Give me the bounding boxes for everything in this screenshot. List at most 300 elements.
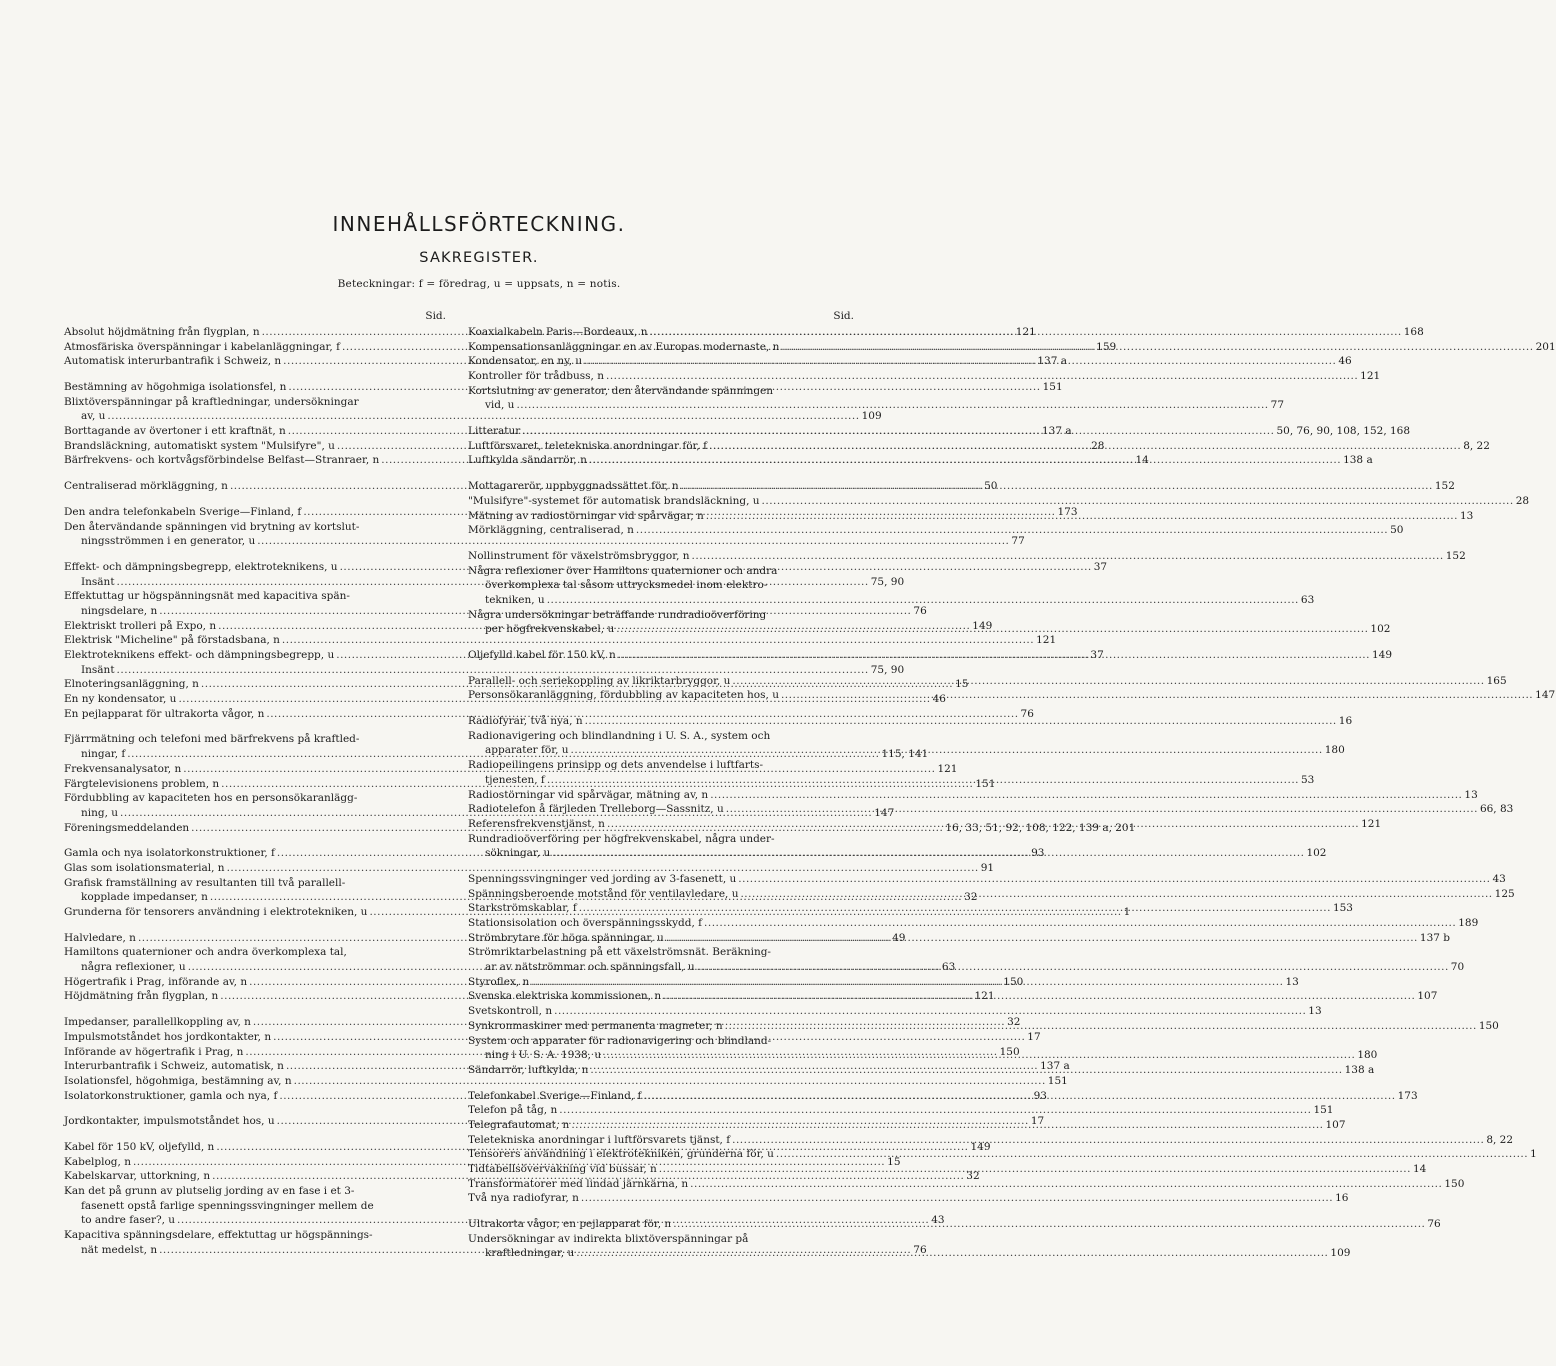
entry-page: 66, 83: [1479, 803, 1514, 816]
entry-label: Referensfrekvenstjänst, n: [468, 817, 605, 830]
entry-label: Koaxialkabeln Paris—Bordeaux, n: [468, 325, 648, 338]
entry-label: Transformatorer med lindad järnkärna, n: [468, 1177, 689, 1190]
index-entry: [468, 1103, 1334, 1118]
index-entry: [64, 1184, 446, 1199]
dot-leader: [603, 1048, 1355, 1063]
index-entry: [468, 1191, 1349, 1206]
entry-page: 189: [1458, 917, 1479, 930]
dot-leader: [697, 960, 1449, 975]
entry-page: 77: [1011, 535, 1025, 548]
entry-label: Bestämning av högohmiga isolationsfel, n: [64, 381, 287, 394]
dot-leader: [522, 424, 1274, 439]
dot-leader: [740, 887, 1492, 902]
entry-page: 49: [892, 931, 906, 944]
entry-page: 76: [1427, 1218, 1441, 1231]
dot-leader: [579, 901, 1331, 916]
entry-page: 121: [937, 762, 958, 775]
entry-label: Teletekniska anordningar i luftförsvarets tjänst, f: [468, 1133, 731, 1146]
entry-page: 138 a: [1343, 454, 1373, 467]
dot-leader: [552, 846, 1304, 861]
index-entry: [64, 520, 446, 535]
entry-label: Höjdmätning från flygplan, n: [64, 990, 219, 1003]
index-entry: [468, 1034, 854, 1049]
entry-label: Isolatorkonstruktioner, gamla och nya, f: [64, 1089, 278, 1102]
entry-label: Luftförsvaret, teletekniska anordningar för, f: [468, 439, 707, 452]
entry-label: Jordkontakter, impulsmotståndet hos, u: [64, 1115, 275, 1128]
entry-label: vid, u: [485, 399, 515, 412]
entry-page: 15: [955, 678, 969, 691]
entry-label: Kontroller för trådbuss, n: [468, 370, 604, 383]
entry-page: 165: [1486, 674, 1507, 687]
entry-label: Impulsmotståndet hos jordkontakter, n: [64, 1030, 272, 1043]
entry-label: Mätning av radiostörningar vid spårvägar, n: [468, 509, 704, 522]
entry-page: 37: [1093, 560, 1108, 573]
entry-label: Den andra telefonkabeln Sverige—Finland, f: [64, 505, 302, 518]
entry-page: 109: [1330, 1247, 1351, 1260]
index-entry: [64, 945, 446, 960]
index-entry: [468, 549, 1466, 564]
index-entry: [64, 1199, 446, 1214]
entry-label: tekniken, u: [485, 593, 545, 606]
page-column-heading: Sid.: [833, 310, 854, 322]
index-entry: [468, 494, 1530, 509]
index-entry: [64, 534, 1025, 549]
entry-label: Impedanser, parallellkoppling av, n: [64, 1016, 251, 1029]
entry-label: Strömbrytare för höga spänningar, u: [468, 931, 664, 944]
dot-leader: [643, 1089, 1395, 1104]
index-entry: [468, 384, 854, 399]
index-entry: [468, 832, 854, 847]
entry-label: Stationsisolation och överspänningsskydd, f: [468, 917, 703, 930]
dot-leader: [659, 1162, 1411, 1177]
entry-label: Starkströmskablar, f: [468, 902, 577, 915]
dot-leader: [732, 674, 1484, 689]
index-entry: [64, 589, 446, 604]
entry-label: Isolationsfel, högohmiga, bestämning av, n: [64, 1074, 292, 1087]
group-spacer: [64, 1129, 446, 1140]
group-spacer: [64, 468, 446, 479]
entry-label: per högfrekvenskabel, u: [485, 623, 615, 636]
entry-page: 63: [1300, 593, 1315, 606]
dot-leader: [559, 1103, 1311, 1118]
entry-label: Radionavigering och blindlandning i U. S. A., system och: [468, 729, 771, 742]
index-entry: [468, 1177, 1465, 1192]
entry-page: 16: [1335, 1192, 1349, 1205]
entry-label: Gamla och nya isolatorkonstruktioner, f: [64, 847, 275, 860]
entry-label: ningar, f: [81, 748, 126, 761]
entry-page: 1: [1530, 1148, 1537, 1161]
dot-leader: [690, 1177, 1442, 1192]
entry-label: Radiofyrar, två nya, n: [468, 715, 583, 728]
group-spacer: [64, 549, 446, 560]
entry-page: 13: [1459, 509, 1474, 522]
index-entry: [468, 872, 1506, 887]
entry-page: 137 a: [1037, 355, 1067, 368]
entry-page: 28: [1515, 494, 1530, 507]
index-entry: [64, 409, 882, 424]
entry-label: Automatisk interurbantrafik i Schweiz, n: [64, 355, 282, 368]
entry-page: 121: [974, 990, 995, 1003]
dot-leader: [607, 817, 1359, 832]
entry-page: 137 a: [1040, 1060, 1070, 1073]
dot-leader: [571, 1118, 1323, 1133]
entry-label: Halvledare, n: [64, 931, 136, 944]
entry-page: 107: [1325, 1118, 1346, 1131]
entry-label: En pejlapparat för ultrakorta vågor, n: [64, 707, 265, 720]
entry-page: 8, 22: [1486, 1133, 1514, 1146]
index-entry: [64, 791, 446, 806]
dot-leader: [576, 1246, 1328, 1261]
entry-label: Svenska elektriska kommissionen, n: [468, 990, 662, 1003]
entry-page: 13: [1285, 975, 1299, 988]
entry-label: Kapacitiva spänningsdelare, effektuttag ur högspännings-: [64, 1229, 373, 1242]
index-entry: [468, 593, 1315, 608]
index-entry: [468, 788, 1478, 803]
entry-page: 13: [1308, 1005, 1322, 1018]
entry-label: kopplade impedanser, n: [81, 891, 208, 904]
entry-label: Kompensationsanläggningar en av Europas modernaste, n: [468, 340, 780, 353]
entry-page: 151: [1047, 1074, 1068, 1087]
entry-label: Styroflex, n: [468, 975, 530, 988]
entry-page: 173: [1057, 505, 1078, 518]
index-entry: [468, 758, 854, 773]
index-entry: [64, 876, 446, 891]
dot-leader: [726, 802, 1478, 817]
dot-leader: [516, 398, 1268, 413]
entry-label: Kabel för 150 kV, oljefylld, n: [64, 1140, 215, 1153]
page-column-heading: Sid.: [425, 310, 446, 322]
entry-label: Brandsläckning, automatiskt system "Mulsifyre", u: [64, 439, 335, 452]
entry-page: 77: [1270, 399, 1285, 412]
entry-label: Införande av högertrafik i Prag, n: [64, 1045, 244, 1058]
entry-page: 75, 90: [870, 575, 905, 588]
entry-label: Grunderna för tensorers användning i elektrotekniken, u: [64, 906, 368, 919]
dot-leader: [704, 916, 1456, 931]
page-title: INNEHÅLLSFÖRTECKNING.: [332, 212, 626, 236]
dot-leader: [584, 354, 1336, 369]
dot-leader: [585, 714, 1337, 729]
dot-leader: [618, 648, 1370, 663]
group-spacer: [64, 1004, 446, 1015]
abbreviation-legend: Beteckningar: f = föredrag, u = uppsats, n = notis.: [337, 278, 621, 290]
group-spacer: [468, 663, 854, 674]
entry-label: Mottagarerör, uppbyggnadssättet för, n: [468, 480, 679, 493]
entry-page: 115, 141: [881, 748, 929, 761]
entry-page: 43: [1492, 872, 1506, 885]
entry-page: 8, 22: [1463, 439, 1490, 452]
dot-leader: [673, 1217, 1425, 1232]
entry-label: Radiopeilingens prinsipp og dets anvendelse i luftfarts-: [468, 759, 764, 772]
entry-label: Telegrafautomat, n: [468, 1118, 570, 1131]
group-spacer: [468, 1206, 854, 1217]
entry-page: 107: [1417, 990, 1438, 1003]
entry-label: Telefonkabel Sverige—Finland, f: [468, 1089, 642, 1102]
entry-page: 151: [1313, 1104, 1334, 1117]
entry-page: 63: [941, 961, 956, 974]
entry-label: "Mulsifyre"-systemet för automatisk brandsläckning, u: [468, 494, 760, 507]
entry-page: 152: [1434, 480, 1455, 493]
dot-leader: [666, 931, 1418, 946]
entry-page: 125: [1494, 887, 1515, 900]
group-spacer: [468, 468, 854, 479]
entry-page: 75, 90: [870, 663, 905, 676]
entry-page: 93: [1033, 1089, 1047, 1102]
entry-page: 28: [1091, 439, 1105, 452]
dot-leader: [732, 1133, 1484, 1148]
entry-label: några reflexioner, u: [81, 961, 186, 974]
index-entry: [468, 714, 1353, 729]
entry-page: 150: [1478, 1019, 1499, 1032]
dot-leader: [616, 622, 1368, 637]
entry-label: Elektriskt trolleri på Expo, n: [64, 619, 217, 632]
group-spacer: [64, 1103, 446, 1114]
entry-label: Högertrafik i Prag, införande av, n: [64, 975, 248, 988]
dot-leader: [531, 975, 1283, 990]
entry-label: Effekt- och dämpningsbegrepp, elektroteknikens, u: [64, 560, 338, 573]
dot-leader: [706, 509, 1458, 524]
entry-page: 32: [966, 1170, 980, 1183]
entry-label: Radiotelefon å färjleden Trelleborg—Sassnitz, u: [468, 803, 724, 816]
index-entry: [468, 1004, 1322, 1019]
dot-leader: [709, 439, 1461, 454]
dot-leader: [781, 688, 1533, 703]
entry-page: 121: [1036, 634, 1057, 647]
entry-label: ning, u: [81, 806, 119, 819]
entry-label: Hamiltons quaternioner och andra överkomplexa tal,: [64, 946, 347, 959]
entry-label: Bärfrekvens- och kortvågsförbindelse Belfast—Stranraer, n: [64, 454, 380, 467]
index-entry: [64, 633, 1057, 648]
index-entry: [64, 861, 995, 876]
index-entry: [468, 523, 1404, 538]
entry-label: ning i U. S. A. 1938, u: [485, 1049, 602, 1062]
entry-label: En ny kondensator, u: [64, 693, 177, 706]
entry-page: 138 a: [1344, 1063, 1375, 1076]
entry-label: kraftledningar, u: [485, 1247, 575, 1260]
entry-page: 151: [1042, 381, 1063, 394]
entry-page: 50: [984, 480, 998, 493]
entry-label: to andre faser?, u: [81, 1214, 176, 1227]
entry-label: Färgtelevisionens problem, n: [64, 777, 220, 790]
entry-page: 46: [932, 693, 946, 706]
group-spacer: [468, 1078, 854, 1089]
entry-label: Strömriktarbelastning på ett växelströmsnät. Beräkning-: [468, 946, 771, 959]
entry-label: Elektrisk "Micheline" på förstadsbana, n: [64, 634, 280, 647]
entry-page: 76: [913, 1243, 927, 1256]
dot-leader: [776, 1147, 1528, 1162]
dot-leader: [762, 494, 1514, 509]
entry-page: 150: [999, 1045, 1020, 1058]
index-entry: [64, 1074, 1068, 1089]
entry-label: Personsökaranläggning, fördubbling av kapaciteten hos, u: [468, 689, 779, 702]
index-entry: [468, 916, 1479, 931]
entry-page: 109: [861, 410, 882, 423]
index-entry: [468, 901, 1353, 916]
entry-label: Den återvändande spänningen vid brytning av kortslut-: [64, 520, 360, 533]
entry-label: Frekvensanalysator, n: [64, 762, 182, 775]
entry-label: apparater för, u: [485, 744, 569, 757]
entry-label: ningsströmmen i en generator, u: [81, 535, 256, 548]
entry-label: överkomplexa tal såsom uttrycksmedel inom elektro-: [485, 579, 768, 592]
entry-page: 14: [1135, 454, 1149, 467]
entry-page: 152: [1445, 549, 1466, 562]
entry-label: Absolut höjdmätning från flygplan, n: [64, 325, 260, 338]
entry-label: Elnoteringsanläggning, n: [64, 678, 199, 691]
index-entry: [468, 608, 854, 623]
entry-page: 121: [1015, 325, 1036, 338]
index-entry: [468, 945, 854, 960]
entry-label: Effektuttag ur högspänningsnät med kapacitiva spän-: [64, 590, 350, 603]
entry-page: 121: [1361, 817, 1382, 830]
entry-label: Interurbantrafik i Schweiz, automatisk, n: [64, 1060, 284, 1073]
entry-label: Svetskontroll, n: [468, 1005, 553, 1018]
entry-label: Insänt: [81, 663, 115, 676]
entry-label: Borttagande av övertoner i ett kraftnät, n: [64, 425, 286, 438]
entry-page: 17: [1030, 1115, 1045, 1128]
entry-label: Parallell- och seriekoppling av likriktarbryggor, u: [468, 674, 731, 687]
entry-page: 76: [913, 604, 927, 617]
entry-label: Synkronmaskiner med permanenta magneter, n: [468, 1019, 723, 1032]
entry-label: Kortslutning av generator, den återvändande spänningen: [468, 384, 774, 397]
group-spacer: [468, 861, 854, 872]
entry-label: ar av nätströmmar och spänningsfall, u: [485, 961, 695, 974]
entry-page: 151: [975, 777, 996, 790]
entry-label: Rundradioöverföring per högfrekvenskabel, några under-: [468, 832, 775, 845]
group-spacer: [468, 637, 854, 648]
entry-page: 1: [1123, 906, 1131, 919]
entry-label: fasenett opstå farlige spenningssvingninger mellem de: [81, 1199, 374, 1212]
entry-label: Några undersökningar beträffande rundradioöverföring: [468, 608, 767, 621]
entry-page: 149: [972, 619, 993, 632]
entry-page: 16, 33, 51, 92, 108, 122, 139 a, 201: [945, 821, 1136, 834]
entry-page: 121: [1360, 370, 1381, 383]
index-entry: [468, 398, 1285, 413]
dot-leader: [781, 340, 1533, 355]
group-spacer: [64, 920, 446, 931]
entry-label: Ultrakorta vågor, en pejlapparat för, n: [468, 1218, 672, 1231]
entry-page: 14: [1412, 1163, 1427, 1176]
dot-leader: [636, 523, 1388, 538]
dot-leader: [589, 453, 1341, 468]
entry-page: 137 b: [1419, 931, 1450, 944]
entry-label: Två nya radiofyrar, n: [468, 1192, 579, 1205]
dot-leader: [663, 989, 1415, 1004]
dot-leader: [710, 788, 1462, 803]
entry-page: 150: [1003, 975, 1024, 988]
group-spacer: [64, 835, 446, 846]
page-subtitle: SAKREGISTER.: [419, 250, 539, 266]
entry-page: 149: [1371, 649, 1393, 662]
entry-label: Atmosfäriska överspänningar i kabelanläggningar, f: [64, 340, 340, 353]
entry-page: 153: [1332, 902, 1353, 915]
entry-label: Grafisk framställning av resultanten till två parallell-: [64, 876, 346, 889]
entry-page: 149: [970, 1140, 991, 1153]
entry-label: Centraliserad mörkläggning, n: [64, 480, 228, 493]
entry-label: Tidtabellsövervakning vid bussar, n: [468, 1163, 657, 1176]
entry-page: 102: [1370, 623, 1391, 636]
entry-label: Tensorers användning i elektrotekniken, grunderna för, u: [468, 1148, 774, 1161]
entry-label: Fördubbling av kapaciteten hos en personsökaranlägg-: [64, 792, 358, 805]
entry-label: ningsdelare, n: [81, 604, 158, 617]
index-entry: [468, 564, 854, 579]
entry-label: Spenningssvingninger ved jording av 3-fasenett, u: [468, 872, 737, 885]
entry-page: 43: [931, 1214, 945, 1227]
entry-page: 173: [1397, 1089, 1418, 1102]
entry-page: 46: [1338, 355, 1352, 368]
entry-label: nät medelst, n: [81, 1243, 158, 1256]
entry-page: 168: [1403, 325, 1424, 338]
entry-label: Spänningsberoende motstånd för ventilavledare, u: [468, 887, 739, 900]
entry-page: 147: [1535, 689, 1556, 702]
entry-page: 102: [1306, 847, 1327, 860]
index-entry: [468, 729, 854, 744]
group-spacer: [468, 413, 854, 424]
entry-page: 50: [1390, 524, 1404, 537]
entry-label: Blixtöverspänningar på kraftledningar, undersökningar: [64, 395, 359, 408]
group-spacer: [64, 494, 446, 505]
entry-label: Insänt: [81, 575, 115, 588]
entry-label: Mörkläggning, centraliserad, n: [468, 524, 634, 537]
entry-label: Radiostörningar vid spårvägar, mätning av, n: [468, 788, 709, 801]
entry-label: Undersökningar av indirekta blixtöverspänningar på: [468, 1232, 749, 1245]
entry-page: 32: [964, 891, 978, 904]
entry-label: sökningar, u: [485, 847, 551, 860]
entry-label: Kabelplog, n: [64, 1155, 131, 1168]
dot-leader: [725, 1019, 1477, 1034]
entry-page: 70: [1450, 961, 1465, 974]
entry-label: Elektroteknikens effekt- och dämpningsbegrepp, u: [64, 649, 335, 662]
entry-page: 93: [1031, 847, 1045, 860]
index-entry: [64, 395, 446, 410]
entry-label: Oljefylld kabel för 150 kV, n: [468, 649, 616, 662]
entry-page: 180: [1357, 1049, 1378, 1062]
entry-page: 159: [1096, 340, 1117, 353]
dot-leader: [554, 1004, 1306, 1019]
group-spacer: [468, 538, 854, 549]
entry-page: 17: [1027, 1030, 1041, 1043]
entry-label: Kabelskarvar, uttorkning, n: [64, 1170, 211, 1183]
entry-page: 201: [1535, 340, 1556, 353]
dot-leader: [692, 549, 1444, 564]
entry-label: Kan det på grunn av plutselig jording av en fase i et 3-: [64, 1185, 355, 1198]
index-entry: [468, 369, 1381, 384]
entry-label: Några reflexioner över Hamiltons quaternioner och andra: [468, 564, 778, 577]
entry-page: 37: [1090, 649, 1104, 662]
group-spacer: [64, 722, 446, 733]
group-spacer: [468, 703, 854, 714]
entry-label: Glas som isolationsmaterial, n: [64, 861, 225, 874]
dot-leader: [571, 743, 1323, 758]
entry-label: av, u: [81, 410, 106, 423]
entry-page: 76: [1020, 707, 1034, 720]
entry-label: Luftkylda sändarrör, n: [468, 454, 587, 467]
entry-page: 32: [1007, 1016, 1021, 1029]
dot-leader: [681, 479, 1433, 494]
entry-page: 16: [1338, 715, 1353, 728]
entry-page: 180: [1324, 744, 1345, 757]
index-entry: [64, 1228, 446, 1243]
index-entry: [468, 578, 854, 593]
entry-label: Sändarrör, luftkylda, n: [468, 1063, 589, 1076]
entry-page: 13: [1464, 788, 1478, 801]
entry-page: 150: [1444, 1177, 1465, 1190]
entry-page: 147: [874, 806, 895, 819]
entry-label: Litteratur: [468, 425, 521, 438]
entry-label: Telefon på tåg, n: [468, 1104, 558, 1117]
entry-page: 50, 76, 90, 108, 152, 168: [1276, 425, 1411, 438]
entry-label: System och apparater för radionavigering och blindland-: [468, 1034, 772, 1047]
entry-label: Fjärrmätning och telefoni med bärfrekvens på kraftled-: [64, 733, 360, 746]
entry-page: 53: [1301, 773, 1315, 786]
